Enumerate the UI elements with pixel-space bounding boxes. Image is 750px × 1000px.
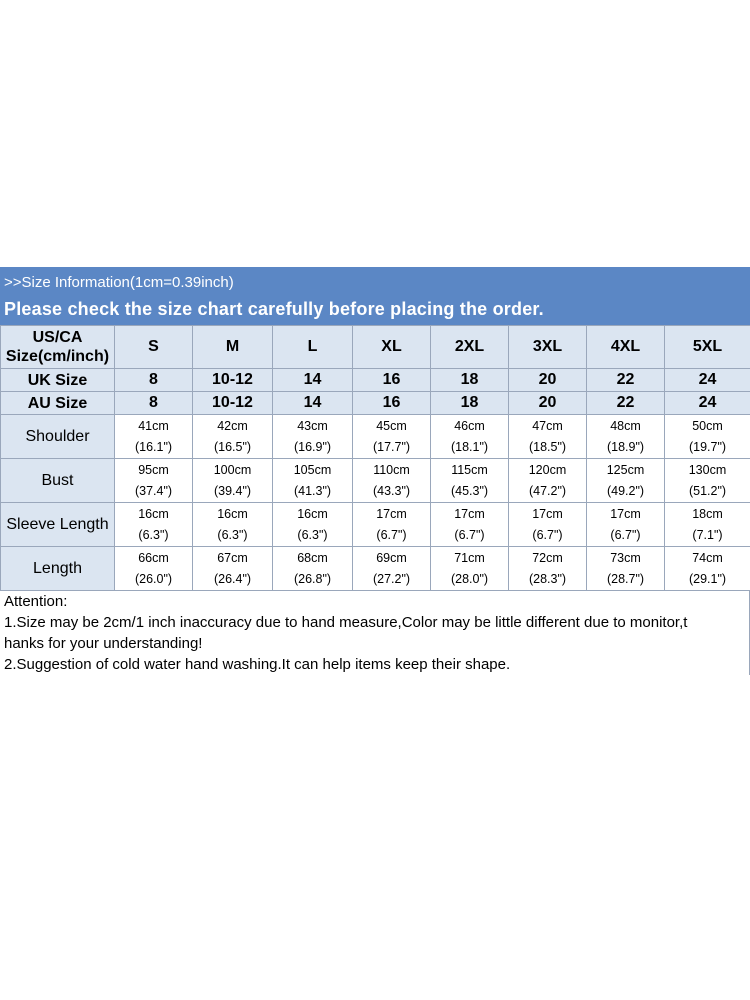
size-value-cell: 18	[431, 392, 509, 415]
measurement-cell	[509, 415, 587, 459]
measurement-inch: (26.4")	[213, 571, 252, 586]
size-value-cell: 24	[665, 392, 750, 415]
measurement-cm: 68cm	[297, 550, 328, 565]
measurement-cm: 17cm	[376, 506, 407, 521]
attention-notes	[0, 591, 750, 675]
size-row-label	[1, 369, 115, 392]
size-value-cell: 20	[509, 369, 587, 392]
size-value-cell: 14	[273, 369, 353, 392]
measurement-cell	[431, 415, 509, 459]
size-value-cell: 22	[587, 392, 665, 415]
measurement-label: Bust	[1, 459, 115, 503]
size-value-cell: 2XL	[431, 326, 509, 369]
measurement-row	[1, 503, 750, 547]
measurement-cm: 71cm	[454, 550, 485, 565]
measurement-inch: (28.3")	[528, 571, 567, 586]
size-info-banner	[0, 267, 750, 325]
measurement-row	[1, 459, 750, 503]
measurement-cell	[587, 415, 665, 459]
measurement-cm: 120cm	[528, 462, 567, 477]
size-chart-table	[0, 325, 750, 591]
measurement-cell	[587, 547, 665, 591]
measurement-label: Sleeve Length	[1, 503, 115, 547]
measurement-inch: (26.0")	[134, 571, 173, 586]
size-value-cell: 14	[273, 392, 353, 415]
measurement-inch: (16.1")	[134, 439, 173, 454]
size-value-cell: M	[193, 326, 273, 369]
measurement-cell	[115, 415, 193, 459]
attention-note-2: 2.Suggestion of cold water hand washing.It can help items keep their shape.	[4, 656, 511, 673]
measurement-cm: 115cm	[451, 462, 488, 477]
measurement-cm: 46cm	[454, 418, 485, 433]
measurement-cm: 18cm	[692, 506, 723, 521]
size-value-cell: 3XL	[509, 326, 587, 369]
size-value-cell: S	[115, 326, 193, 369]
measurement-cell	[193, 415, 273, 459]
measurement-inch: (18.5")	[528, 439, 567, 454]
attention-note-1a: 1.Size may be 2cm/1 inch inaccuracy due to hand measure,Color may be little different due to monitor,t	[4, 614, 688, 631]
measurement-inch: (16.9")	[293, 439, 332, 454]
measurement-cm: 45cm	[376, 418, 407, 433]
measurement-cell	[115, 503, 193, 547]
measurement-cm: 17cm	[454, 506, 485, 521]
size-row-label-line: UK Size	[27, 371, 88, 389]
measurement-inch: (28.7")	[606, 571, 645, 586]
measurement-cm: 50cm	[692, 418, 723, 433]
measurement-cell	[665, 459, 750, 503]
measurement-cell	[273, 415, 353, 459]
measurement-cm: 47cm	[532, 418, 563, 433]
measurement-cell	[509, 547, 587, 591]
size-row-label-line: AU Size	[27, 394, 88, 412]
measurement-cm: 42cm	[217, 418, 248, 433]
measurement-cm: 43cm	[297, 418, 328, 433]
measurement-cell	[587, 503, 665, 547]
measurement-label: Shoulder	[1, 415, 115, 459]
measurement-inch: (47.2")	[528, 483, 567, 498]
attention-note-1b: hanks for your understanding!	[4, 635, 203, 652]
size-value-cell: 5XL	[665, 326, 750, 369]
size-value-cell: XL	[353, 326, 431, 369]
measurement-cell	[353, 503, 431, 547]
size-check-notice: Please check the size chart carefully before placing the order.	[4, 299, 544, 319]
size-info-title: >>Size Information(1cm=0.39inch)	[4, 274, 234, 291]
size-value-cell: L	[273, 326, 353, 369]
measurement-cm: 16cm	[217, 506, 248, 521]
measurement-cell	[115, 547, 193, 591]
measurement-inch: (41.3")	[293, 483, 332, 498]
size-value-cell: 16	[353, 392, 431, 415]
measurement-cell	[587, 459, 665, 503]
measurement-cell	[665, 503, 750, 547]
measurement-inch: (19.7")	[688, 439, 727, 454]
measurement-inch: (26.8")	[293, 571, 332, 586]
measurement-inch: (27.2")	[372, 571, 411, 586]
measurement-cm: 100cm	[213, 462, 252, 477]
size-value-cell: 22	[587, 369, 665, 392]
measurement-cell	[509, 503, 587, 547]
size-chart-sheet	[0, 267, 750, 675]
measurement-cm: 17cm	[610, 506, 641, 521]
measurement-cm: 48cm	[610, 418, 641, 433]
measurement-inch: (6.7")	[532, 527, 563, 542]
measurement-inch: (6.3")	[217, 527, 248, 542]
attention-title: Attention:	[4, 593, 68, 610]
measurement-inch: (28.0")	[450, 571, 489, 586]
measurement-inch: (43.3")	[372, 483, 411, 498]
size-value-cell: 4XL	[587, 326, 665, 369]
size-value-cell: 10-12	[193, 369, 273, 392]
measurement-cm: 125cm	[606, 462, 645, 477]
measurement-inch: (18.1")	[450, 439, 489, 454]
measurement-cm: 74cm	[692, 550, 723, 565]
measurement-cm: 16cm	[138, 506, 169, 521]
measurement-cm: 66cm	[138, 550, 169, 565]
measurement-row	[1, 415, 750, 459]
measurement-cm: 105cm	[293, 462, 332, 477]
size-value-cell: 16	[353, 369, 431, 392]
measurement-inch: (45.3")	[450, 483, 489, 498]
size-row-label	[1, 392, 115, 415]
us-ca-size-row	[1, 326, 750, 369]
measurement-cell	[273, 459, 353, 503]
measurement-cm: 72cm	[532, 550, 563, 565]
measurement-row	[1, 547, 750, 591]
measurement-inch: (37.4")	[134, 483, 173, 498]
measurement-cm: 95cm	[138, 462, 169, 477]
size-value-cell: 8	[115, 369, 193, 392]
measurement-cell	[115, 459, 193, 503]
measurement-cell	[353, 415, 431, 459]
measurement-cm: 110cm	[373, 462, 410, 477]
size-value-cell: 18	[431, 369, 509, 392]
size-row-label-line: US/CA	[32, 329, 83, 346]
measurement-cell	[665, 415, 750, 459]
size-row-label-line: Size(cm/inch)	[5, 348, 110, 365]
measurement-cell	[509, 459, 587, 503]
measurement-cell	[273, 503, 353, 547]
measurement-inch: (16.5")	[213, 439, 252, 454]
measurement-cell	[431, 459, 509, 503]
au-size-row	[1, 392, 750, 415]
measurement-inch: (51.2")	[688, 483, 727, 498]
measurement-cell	[193, 547, 273, 591]
measurement-label: Length	[1, 547, 115, 591]
size-value-cell: 20	[509, 392, 587, 415]
measurement-cell	[273, 547, 353, 591]
measurement-cm: 17cm	[532, 506, 563, 521]
measurement-cm: 73cm	[610, 550, 641, 565]
measurement-cell	[431, 503, 509, 547]
measurement-cm: 69cm	[376, 550, 407, 565]
size-value-cell: 24	[665, 369, 750, 392]
measurement-inch: (6.7")	[376, 527, 407, 542]
measurement-cell	[353, 459, 431, 503]
measurement-cell	[665, 547, 750, 591]
size-row-label	[1, 326, 115, 369]
measurement-cell	[353, 547, 431, 591]
measurement-inch: (29.1")	[688, 571, 727, 586]
measurement-cm: 41cm	[138, 418, 169, 433]
size-value-cell: 8	[115, 392, 193, 415]
measurement-inch: (6.7")	[610, 527, 641, 542]
uk-size-row	[1, 369, 750, 392]
measurement-inch: (6.7")	[454, 527, 485, 542]
measurement-inch: (18.9")	[606, 439, 645, 454]
measurement-cm: 130cm	[688, 462, 727, 477]
measurement-inch: (17.7")	[372, 439, 411, 454]
measurement-cell	[193, 459, 273, 503]
measurement-cm: 67cm	[217, 550, 248, 565]
measurement-cm: 16cm	[297, 506, 328, 521]
measurement-inch: (49.2")	[606, 483, 645, 498]
measurement-inch: (39.4")	[213, 483, 252, 498]
measurement-inch: (6.3")	[297, 527, 328, 542]
measurement-inch: (6.3")	[138, 527, 169, 542]
size-value-cell: 10-12	[193, 392, 273, 415]
measurement-inch: (7.1")	[692, 527, 723, 542]
measurement-cell	[193, 503, 273, 547]
measurement-cell	[431, 547, 509, 591]
